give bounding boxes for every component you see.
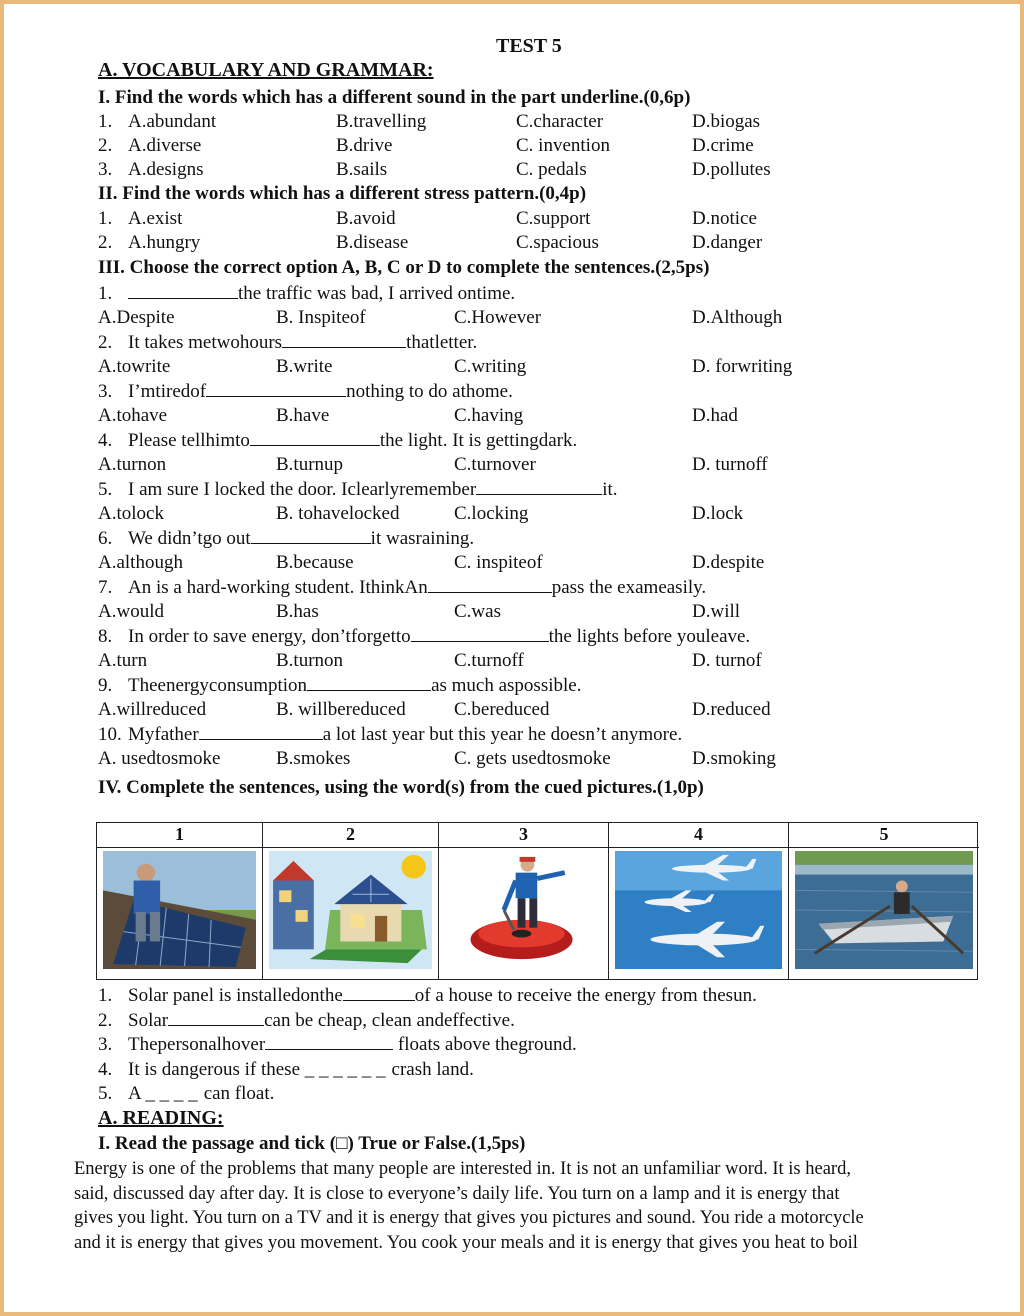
question-sentence [98, 380, 513, 404]
option-c: C.bereduced [454, 699, 550, 720]
option-b: B. Inspiteof [276, 307, 366, 328]
passage-line: gives you light. You turn on a TV and it is energy that gives you pictures and sound. You ride a motorcycle [74, 1208, 864, 1228]
picture-number: 1 [97, 823, 262, 848]
option-d: D.pollutes [692, 159, 771, 180]
option-c: C.However [454, 307, 542, 328]
picture-table [96, 822, 978, 980]
option-c: C.writing [454, 356, 527, 377]
question-sentence [98, 527, 474, 551]
solar-panel-roof-picture [103, 851, 256, 969]
option-c: C.locking [454, 503, 529, 524]
option-b: B.drive [336, 135, 393, 156]
reading-part1-heading: I. Read the passage and tick (□) True or False.(1,5ps) [98, 1133, 526, 1154]
option-c: C.turnover [454, 454, 536, 475]
picture-cell-5 [789, 823, 979, 979]
option-b: B.has [276, 601, 319, 622]
question-number: 5. [98, 479, 113, 500]
answer-blank [199, 723, 323, 740]
answer-blank [476, 478, 602, 495]
section-a-heading: A. VOCABULARY AND GRAMMAR: [98, 59, 434, 81]
option-a: A.turn [98, 650, 148, 671]
part3-heading: III. Choose the correct option A, B, C or D to complete the sentences.(2,5ps) [98, 257, 710, 278]
sentence-text-after: can float. [203, 1083, 275, 1104]
airplanes-picture [615, 851, 782, 969]
option-c: C.turnoff [454, 650, 524, 671]
question-text-after: thatletter. [406, 332, 478, 353]
option-a: A.turnon [98, 454, 167, 475]
option-a: A.exist [128, 208, 183, 229]
question-text-after: pass the exameasily. [551, 577, 707, 598]
sentence-text-before: Solar [128, 1009, 169, 1031]
option-a: A.would [98, 601, 164, 622]
option-a: A.abundant [128, 111, 217, 132]
question-number: 4. [98, 430, 113, 451]
picture-cell-3 [439, 823, 609, 979]
picture-number: 3 [439, 823, 608, 848]
option-b: B.because [276, 552, 354, 573]
passage-line: Energy is one of the problems that many people are interested in. It is not an unfamiliar word. It is heard, [74, 1159, 851, 1179]
option-d: D.had [692, 405, 738, 426]
question-sentence [98, 478, 618, 502]
picture-sentence [98, 1033, 577, 1057]
question-text-after: it wasraining. [370, 528, 475, 549]
option-a: A.Despite [98, 307, 175, 328]
question-text-before: We didn’tgo out [128, 528, 251, 549]
option-d: D.lock [692, 503, 744, 524]
question-text-after: the lights before youleave. [548, 626, 751, 647]
question-text-before: In order to save energy, don’tforgetto [128, 626, 411, 647]
question-number: 1. [98, 208, 113, 229]
question-number: 3. [98, 381, 113, 402]
question-number: 3. [98, 159, 113, 180]
picture-number: 5 [789, 823, 979, 848]
passage-line: said, discussed day after day. It is close to everyone’s daily life. You turn on a lamp and it is energy that [74, 1183, 840, 1204]
option-d: D. forwriting [692, 356, 793, 377]
question-number: 9. [98, 675, 113, 696]
option-a: A.diverse [128, 135, 202, 156]
question-sentence [98, 723, 682, 747]
answer-blank [251, 527, 371, 544]
picture-sentence [98, 1082, 274, 1106]
option-b: B.sails [336, 159, 388, 180]
question-number: 7. [98, 577, 113, 598]
picture-number: 2 [263, 823, 438, 848]
option-c: C.character [516, 111, 604, 132]
option-b: B.disease [336, 232, 409, 253]
option-b: B.have [276, 405, 330, 426]
option-d: D. turnoff [692, 454, 768, 475]
picture-sentence [98, 1058, 474, 1082]
option-a: A. usedtosmoke [98, 748, 221, 769]
option-d: D.biogas [692, 111, 761, 132]
question-number: 5. [98, 1083, 113, 1104]
answer-blank [206, 380, 346, 397]
option-d: D. turnof [692, 650, 762, 671]
sentence-text-before: A _ _ _ _ [128, 1083, 198, 1104]
option-a: A.hungry [128, 232, 201, 253]
option-c: C.was [454, 601, 501, 622]
picture-sentence [98, 1009, 515, 1033]
option-d: D.notice [692, 208, 757, 229]
option-b: B. willbereduced [276, 699, 406, 720]
option-c: C. gets usedtosmoke [454, 748, 611, 769]
option-d: D.crime [692, 135, 754, 156]
option-d: D.smoking [692, 748, 776, 769]
question-number: 2. [98, 232, 113, 253]
question-sentence [98, 625, 750, 649]
question-number: 1. [98, 283, 113, 304]
option-d: D.danger [692, 232, 763, 253]
option-a: A.towrite [98, 356, 171, 377]
sentence-text-after: can be cheap, clean andeffective. [264, 1009, 515, 1031]
question-number: 2. [98, 135, 113, 156]
question-text-after: a lot last year but this year he doesn’t anymore. [322, 724, 683, 745]
answer-blank [282, 331, 406, 348]
answer-blank [307, 674, 431, 691]
option-c: C. pedals [516, 159, 587, 180]
sentence-text-after: floats above theground. [393, 1034, 577, 1055]
sentence-text-after: crash land. [391, 1058, 474, 1080]
part2-heading: II. Find the words which has a different stress pattern.(0,4p) [98, 183, 587, 204]
option-a: A.designs [128, 159, 204, 180]
option-a: A.tohave [98, 405, 168, 426]
option-a: A.although [98, 552, 183, 573]
option-b: B. tohavelocked [276, 503, 400, 524]
question-number: 1. [98, 111, 113, 132]
answer-blank [250, 429, 380, 446]
question-text-before: Myfather [128, 724, 199, 745]
picture-number: 4 [609, 823, 788, 848]
question-sentence [98, 331, 477, 355]
option-a: A.willreduced [98, 699, 207, 720]
page-title: TEST 5 [496, 35, 562, 57]
question-sentence [98, 429, 577, 453]
picture-cell-4 [609, 823, 789, 979]
question-text-after: the light. It is gettingdark. [379, 430, 578, 451]
picture-cell-1 [97, 823, 263, 979]
question-number: 2. [98, 332, 113, 353]
option-b: B.turnup [276, 454, 344, 475]
reading-heading: A. READING: [98, 1107, 224, 1129]
question-text-before: Please tellhimto [128, 430, 250, 451]
question-number: 1. [98, 985, 113, 1006]
question-sentence [98, 576, 706, 600]
sentence-text-after: of a house to receive the energy from thesun. [414, 985, 757, 1006]
answer-blank [343, 984, 415, 1001]
sentence-text-before: Thepersonalhover [128, 1034, 266, 1055]
picture-cell-2 [263, 823, 439, 979]
answer-blank [168, 1009, 264, 1026]
question-text-before: I’mtiredof [128, 381, 207, 402]
option-c: C. inspiteof [454, 552, 543, 573]
option-b: B.write [276, 356, 333, 377]
option-d: D.will [692, 601, 741, 622]
solar-house-picture [269, 851, 432, 969]
question-number: 3. [98, 1034, 113, 1055]
question-number: 8. [98, 626, 113, 647]
question-text-after: the traffic was bad, I arrived ontime. [238, 283, 516, 304]
rowing-boat-picture [795, 851, 973, 969]
question-number: 10. [98, 724, 122, 745]
question-text-before: Theenergyconsumption [128, 675, 308, 696]
question-number: 6. [98, 528, 113, 549]
option-b: B.turnon [276, 650, 344, 671]
option-c: C.spacious [516, 232, 599, 253]
question-text-before: I am sure I locked the door. Iclearlyremember [128, 479, 477, 500]
option-d: D.Although [692, 307, 783, 328]
answer-blank [428, 576, 552, 593]
option-c: C.support [516, 208, 591, 229]
question-number: 4. [98, 1058, 113, 1080]
answer-blank [128, 282, 238, 299]
question-text-before: An is a hard-working student. IthinkAn [128, 577, 428, 598]
sentence-text-before: It is dangerous if these _ _ _ _ _ _ [128, 1058, 386, 1080]
option-b: B.avoid [336, 208, 396, 229]
option-d: D.despite [692, 552, 765, 573]
question-text-before: It takes metwohours [128, 332, 283, 353]
option-b: B.travelling [336, 111, 427, 132]
question-text-after: nothing to do athome. [346, 381, 513, 402]
question-text-after: as much aspossible. [431, 675, 582, 696]
option-b: B.smokes [276, 748, 351, 769]
option-c: C.having [454, 405, 524, 426]
option-a: A.tolock [98, 503, 164, 524]
part1-heading: I. Find the words which has a different sound in the part underline.(0,6p) [98, 87, 691, 108]
answer-blank [411, 625, 549, 642]
question-sentence [98, 674, 581, 698]
part4-heading: IV. Complete the sentences, using the word(s) from the cued pictures.(1,0p) [98, 777, 704, 798]
question-sentence [98, 282, 515, 306]
answer-blank [265, 1033, 393, 1050]
option-c: C. invention [516, 135, 610, 156]
question-number: 2. [98, 1009, 113, 1031]
option-d: D.reduced [692, 699, 771, 720]
personal-hovercraft-picture [445, 851, 602, 969]
picture-sentence [98, 984, 757, 1008]
passage-line: and it is energy that gives you movement. You cook your meals and it is energy that gives you heat to boil [74, 1232, 858, 1253]
sentence-text-before: Solar panel is installedonthe [128, 985, 343, 1006]
question-text-after: it. [602, 479, 618, 500]
